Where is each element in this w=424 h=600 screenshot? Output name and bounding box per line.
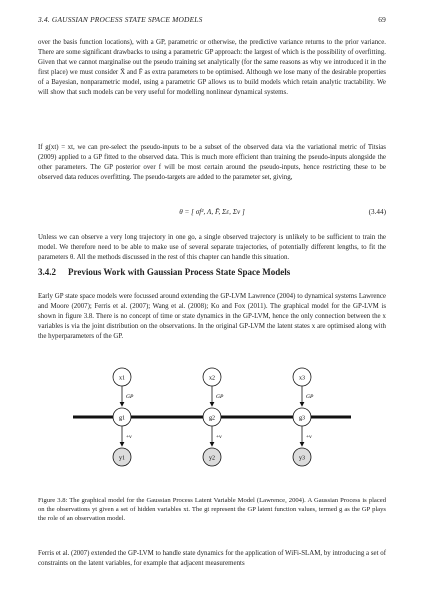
section-heading bbox=[38, 267, 290, 277]
node-x2-label: x2 bbox=[209, 375, 215, 382]
equation-3-44 bbox=[38, 208, 386, 220]
paragraph-5: Ferris et al. (2007) extended the GP-LVM to handle state dynamics for the application of WiFi-SLAM, by introducing a set of constraints on the latent variables, for example that adjacent measurements bbox=[38, 550, 386, 568]
running-header-section: 3.4. GAUSSIAN PROCESS STATE SPACE MODELS bbox=[38, 15, 203, 24]
paragraph-2: If g(xt) = xt, we can pre-select the pseudo-inputs to be a subset of the observed data via the variational metric of Titsias (2009) applied to a GP fitted to the observed data. This is much more efficient than training the pseudo-inputs alongside the other parameters. The GP posterior over f will be most certain around the pseudo-inputs, hence restricting these to be observed data reduces overfitting. The pseudo-targets are added to the parameter set, giving, bbox=[38, 144, 386, 182]
edge-label-gp-3: GP bbox=[306, 394, 314, 400]
paragraph-3: Unless we can observe a very long trajectory in one go, a single observed trajectory is unlikely to be sufficient to train the model. We therefore need to be able to make use of several separate trajectories, of potentially different lengths, to fit the parameters θ. All the methods discussed in the rest of this chapter can handle this situation. bbox=[38, 234, 386, 262]
equation-body: θ = [ σf², Λ, F̄, Σε, Σν ] bbox=[179, 208, 245, 216]
column-3 bbox=[293, 368, 314, 466]
section-number: 3.4.2 bbox=[38, 267, 56, 277]
node-x3-label: x3 bbox=[299, 375, 305, 382]
section-title: Previous Work with Gaussian Process State Space Models bbox=[68, 267, 291, 277]
running-header bbox=[38, 15, 386, 27]
figure-3-8-graphical-model bbox=[38, 358, 386, 490]
edge-label-gp-2: GP bbox=[216, 394, 224, 400]
figure-caption: Figure 3.8: The graphical model for the Gaussian Process Latent Variable Model (Lawrence, 2004). A Gaussian Process is placed on the observations yt given a set of hidden variables xt. The gt represent the GP latent function values, termed g as the GP plays the role of an observation model. bbox=[38, 497, 386, 523]
node-g3-label: g3 bbox=[299, 415, 305, 422]
node-g1-label: g1 bbox=[119, 415, 125, 422]
edge-label-nu-1: +ν bbox=[126, 434, 132, 440]
node-y3-label: y3 bbox=[299, 455, 305, 462]
edge-label-gp-1: GP bbox=[126, 394, 134, 400]
node-g2-label: g2 bbox=[209, 415, 215, 422]
node-y2-label: y2 bbox=[209, 455, 215, 462]
column-2 bbox=[203, 368, 224, 466]
paragraph-1: over the basis function locations), with a GP, parametric or otherwise, the predictive variance returns to the prior variance. There are some significant drawbacks to using a parametric GP approach: the largest of which is the possibility of overfitting. Given that we cannot marginalise out the pseudo training set analytically (for the same reasons as why we introduced it in the first place) we must consider X̄ and F̄ as extra parameters to be optimised. Although we lose many of the desirable properties of a Bayesian, nonparametric model, using a parametric GP allows us to build models which retain analytic tractability. We will show that such models can be very useful for modelling nonlinear dynamical systems. bbox=[38, 39, 386, 97]
node-x1-label: x1 bbox=[119, 375, 125, 382]
node-y1-label: y1 bbox=[119, 455, 125, 462]
edge-label-nu-3: +ν bbox=[306, 434, 312, 440]
edge-label-nu-2: +ν bbox=[216, 434, 222, 440]
column-1 bbox=[113, 368, 134, 466]
paragraph-4: Early GP state space models were focussed around extending the GP-LVM Lawrence (2004) to dynamical systems Lawrence and Moore (2007); Ferris et al. (2007); Wang et al. (2008); Ko and Fox (2011). The graphical model for the GP-LVM is shown in figure 3.8. There is no concept of time or state dynamics in the GP-LVM, hence the only connection between the x variables is via the joint distribution on the observations. In the original GP-LVM the latent states x are optimised along with the hyperparameters of the GP. bbox=[38, 293, 386, 341]
equation-number: (3.44) bbox=[368, 208, 386, 216]
page-number: 69 bbox=[378, 15, 386, 24]
